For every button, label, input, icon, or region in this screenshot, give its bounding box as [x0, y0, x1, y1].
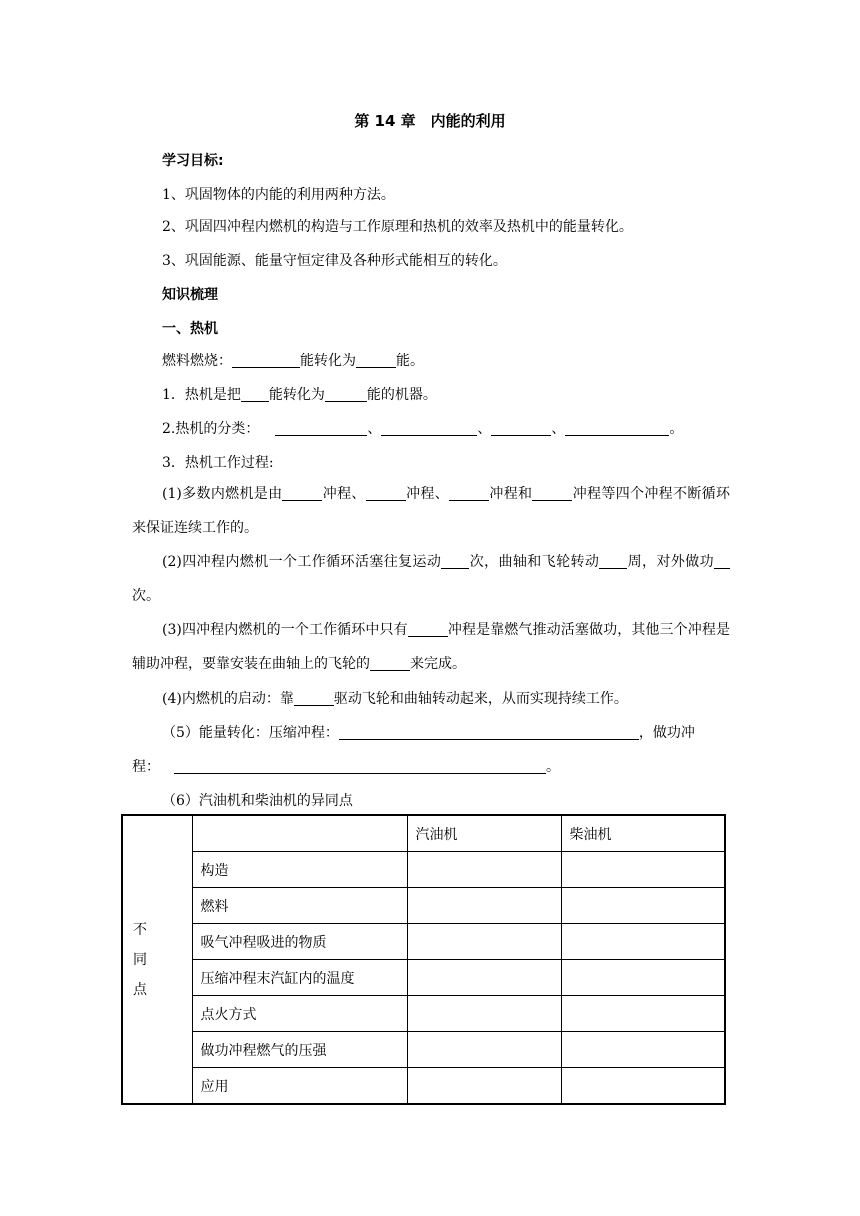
table-row — [122, 996, 725, 1032]
knowledge-heading: 知识梳理 — [162, 287, 218, 303]
fill-blank[interactable] — [339, 725, 639, 740]
goal-item: 2、巩固四冲程内燃机的构造与工作原理和热机的效率及热机中的能量转化。 — [162, 219, 633, 235]
fill-blank[interactable] — [370, 656, 410, 671]
answer-cell[interactable] — [407, 960, 561, 996]
fuel-combustion-line: 燃料燃烧： 能转化为 能。 — [162, 353, 424, 369]
fill-blank[interactable] — [714, 554, 730, 569]
answer-cell[interactable] — [407, 888, 561, 924]
fill-blank[interactable] — [449, 486, 489, 501]
table-row — [122, 924, 725, 960]
goal-item: 3、巩固能源、能量守恒定律及各种形式能相互的转化。 — [162, 253, 507, 269]
row-label: 点火方式 — [192, 996, 407, 1032]
fill-blank[interactable] — [408, 622, 448, 637]
table-row — [122, 1032, 725, 1068]
answer-cell[interactable] — [561, 996, 725, 1032]
table-row — [122, 1068, 725, 1105]
answer-cell[interactable] — [561, 1032, 725, 1068]
working-process-heading: 3．热机工作过程: — [162, 455, 274, 471]
fill-blank[interactable] — [356, 353, 396, 368]
fill-blank[interactable] — [366, 486, 406, 501]
answer-cell[interactable] — [561, 924, 725, 960]
heat-engine-definition: 1．热机是把 能转化为 能的机器。 — [162, 387, 437, 403]
fill-blank[interactable] — [275, 421, 367, 436]
goals-heading: 学习目标: — [162, 153, 224, 169]
answer-cell[interactable] — [561, 960, 725, 996]
table-row — [122, 852, 725, 888]
answer-cell[interactable] — [561, 888, 725, 924]
answer-cell[interactable] — [407, 1032, 561, 1068]
fill-blank[interactable] — [241, 387, 269, 402]
paragraph-5-cont: 程： 。 — [132, 759, 560, 775]
fill-blank[interactable] — [381, 421, 477, 436]
answer-cell[interactable] — [561, 1068, 725, 1105]
row-label: 做功冲程燃气的压强 — [192, 1032, 407, 1068]
engine-comparison-table — [121, 814, 726, 1105]
fill-blank[interactable] — [599, 554, 627, 569]
row-label: 压缩冲程末汽缸内的温度 — [192, 960, 407, 996]
fill-blank[interactable] — [532, 486, 572, 501]
paragraph-1: (1)多数内燃机是由 冲程、 冲程、 冲程和 冲程等四个冲程不断循环来保证连续工作的。 — [132, 486, 730, 536]
section-heading: 一、热机 — [162, 321, 218, 337]
fill-blank[interactable] — [441, 554, 469, 569]
fill-blank[interactable] — [174, 759, 546, 774]
table-header-diesel: 柴油机 — [561, 815, 725, 852]
heat-engine-classification: 2.热机的分类： 、 、 、 。 — [162, 421, 684, 437]
answer-cell[interactable] — [407, 852, 561, 888]
fill-blank[interactable] — [232, 353, 300, 368]
fill-blank[interactable] — [491, 421, 551, 436]
answer-cell[interactable] — [407, 996, 561, 1032]
side-label-cell: 不 同 点 — [122, 815, 192, 1104]
paragraph-4: (4)内燃机的启动：靠 驱动飞轮和曲轴转动起来，从而实现持续工作。 — [162, 691, 628, 707]
table-header-cell — [192, 815, 407, 852]
comparison-caption: （6）汽油机和柴油机的异同点 — [162, 793, 353, 809]
table-header-row — [122, 815, 725, 852]
fill-blank[interactable] — [325, 387, 367, 402]
row-label: 燃料 — [192, 888, 407, 924]
table-header-gasoline: 汽油机 — [407, 815, 561, 852]
fill-blank[interactable] — [565, 421, 669, 436]
answer-cell[interactable] — [407, 924, 561, 960]
paragraph-3: (3)四冲程内燃机的一个工作循环中只有 冲程是靠燃气推动活塞做功，其他三个冲程是辅助冲程，要靠安装在曲轴上的飞轮的 来完成。 — [132, 622, 730, 672]
fill-blank[interactable] — [294, 691, 334, 706]
table-row — [122, 888, 725, 924]
paragraph-5: （5）能量转化：压缩冲程： ，做功冲 — [162, 725, 695, 741]
row-label: 吸气冲程吸进的物质 — [192, 924, 407, 960]
goal-item: 1、巩固物体的内能的利用两种方法。 — [162, 187, 395, 203]
page-title: 第 14 章 内能的利用 — [354, 112, 506, 130]
row-label: 构造 — [192, 852, 407, 888]
fill-blank[interactable] — [282, 486, 322, 501]
table-row — [122, 960, 725, 996]
answer-cell[interactable] — [407, 1068, 561, 1105]
paragraph-2: (2)四冲程内燃机一个工作循环活塞往复运动 次，曲轴和飞轮转动 周，对外做功次。 — [132, 545, 730, 613]
row-label: 应用 — [192, 1068, 407, 1105]
answer-cell[interactable] — [561, 852, 725, 888]
